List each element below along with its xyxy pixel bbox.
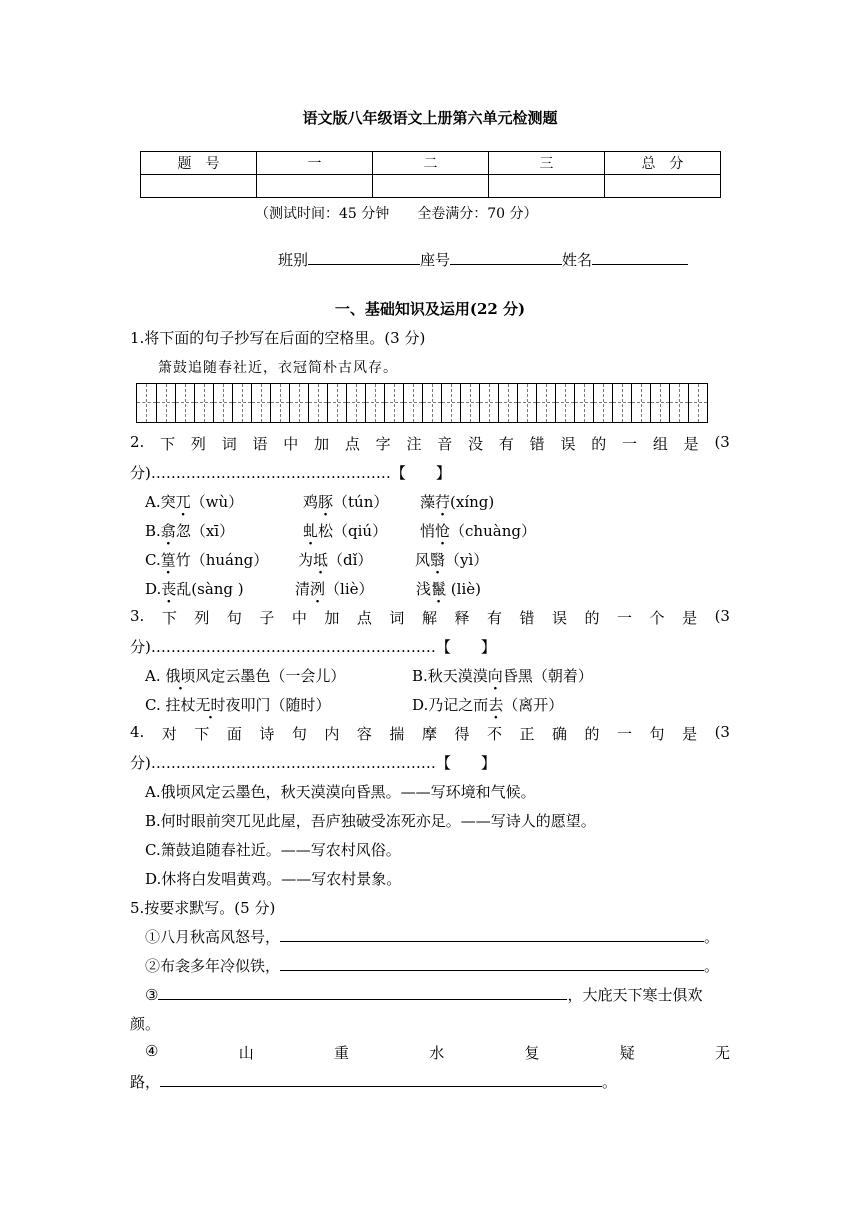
stem-char: 有 — [486, 609, 502, 627]
grid-cell[interactable] — [669, 384, 688, 422]
stem-char: 列 — [194, 609, 210, 627]
q5-item-2 — [145, 955, 719, 976]
stem-char: 下 — [160, 435, 176, 453]
score-table — [140, 151, 721, 198]
stem-char: 得 — [454, 725, 470, 743]
q5-item-4-end: 。 — [602, 1073, 618, 1091]
grid-cell[interactable] — [536, 384, 555, 422]
section-heading: 一、基础知识及运用(22 分) — [334, 300, 526, 318]
grid-cell[interactable] — [479, 384, 498, 422]
q4-option-a: A.俄顷风定云墨色，秋天漠漠向昏黑。——写环境和气候。 — [145, 783, 536, 801]
q5-item-4-line2 — [130, 1071, 617, 1092]
score-blank-cell[interactable] — [488, 175, 604, 198]
stem-char: 错 — [529, 435, 545, 453]
stem-char: 揣 — [389, 725, 405, 743]
q5-item-2-text: ②布衾多年冷似铁， — [145, 957, 281, 975]
stem-char: 容 — [356, 725, 372, 743]
q5-item-3-blank[interactable] — [158, 984, 567, 1000]
stem-char: 面 — [226, 725, 242, 743]
stem-char: 释 — [454, 609, 470, 627]
stem-char: 诗 — [259, 725, 275, 743]
stem-char: 错 — [519, 609, 535, 627]
stem-char: 正 — [519, 725, 535, 743]
q2-option-b-1: B.翕忽（xī） — [145, 522, 235, 540]
q2-option-d-3: 浅鬣 (liè) — [416, 580, 481, 598]
stem-char: 中 — [283, 435, 299, 453]
stem-char: 对 — [161, 725, 177, 743]
q3-option-c: C. 拄杖无时夜叩门（随时） — [145, 696, 331, 714]
stem-char: 复 — [524, 1044, 540, 1062]
q5-item-3-end: ，大庇天下寒士俱欢 — [567, 986, 703, 1004]
stem-char: 疑 — [619, 1044, 635, 1062]
q2-option-a-3: 藻荇(xíng) — [420, 493, 495, 511]
stem-char: 没 — [468, 435, 484, 453]
grid-cell[interactable] — [574, 384, 593, 422]
stem-char: 下 — [161, 609, 177, 627]
score-table-header-row — [141, 152, 721, 175]
stem-char: 水 — [429, 1044, 445, 1062]
stem-char: (3 — [714, 723, 730, 741]
grid-cell[interactable] — [346, 384, 365, 422]
stem-char: 点 — [344, 435, 360, 453]
q5-item-3-cont: 颜。 — [130, 1015, 161, 1033]
q3-stem-line2: 分)…………………………………………………【 】 — [130, 638, 496, 656]
stem-char: 下 — [194, 725, 210, 743]
stem-char: 个 — [649, 609, 665, 627]
q2-option-d-1: D.丧乱(sàng ) — [145, 580, 244, 598]
stem-char: 句 — [649, 725, 665, 743]
grid-cell[interactable] — [156, 384, 175, 422]
stem-char: 是 — [682, 725, 698, 743]
stem-char: (3 — [714, 433, 730, 451]
q5-item-1-blank[interactable] — [280, 926, 704, 942]
q3-option-d: D.乃记之而去（离开） — [412, 696, 564, 714]
q2-option-b-2: 虬松（qiú） — [303, 522, 388, 540]
q4-option-c: C.箫鼓追随春社近。——写农村风俗。 — [145, 841, 401, 859]
grid-cell[interactable] — [441, 384, 460, 422]
q1-sentence: 箫鼓追随春社近，衣冠简朴古风存。 — [158, 360, 398, 376]
grid-cell[interactable] — [384, 384, 403, 422]
score-header-cell: 一 — [257, 152, 373, 175]
stem-char: 字 — [375, 435, 391, 453]
grid-cell[interactable] — [555, 384, 574, 422]
q5-item-2-end: 。 — [704, 957, 720, 975]
stem-char: 注 — [406, 435, 422, 453]
q2-stem-line2: 分)…………………………………………【 】 — [130, 464, 451, 482]
stem-char: 的 — [584, 609, 600, 627]
q4-option-d: D.休将白发唱黄鸡。——写农村景象。 — [145, 870, 402, 888]
q5-stem: 5.按要求默写。(5 分) — [130, 899, 276, 917]
q5-item-1-text: ①八月秋高风怒号， — [145, 928, 281, 946]
stem-char: 内 — [324, 725, 340, 743]
stem-char: 2. — [130, 433, 145, 451]
q2-option-d-2: 清洌（liè） — [295, 580, 374, 598]
stem-char: 加 — [314, 435, 330, 453]
student-fields — [278, 248, 688, 270]
stem-char: 不 — [486, 725, 502, 743]
seat-blank[interactable] — [450, 248, 562, 265]
stem-char: 误 — [552, 609, 568, 627]
score-blank-cell[interactable] — [257, 175, 373, 198]
q2-stem-line1 — [130, 433, 730, 454]
stem-char: 摩 — [421, 725, 437, 743]
grid-cell[interactable] — [213, 384, 232, 422]
score-header-cell: 题 号 — [141, 152, 257, 175]
grid-cell[interactable] — [365, 384, 384, 422]
grid-cell[interactable] — [289, 384, 308, 422]
q2-option-a-2: 鸡豚（tún） — [303, 493, 389, 511]
stem-char: 4. — [130, 723, 145, 741]
grid-cell[interactable] — [460, 384, 479, 422]
stem-char: 句 — [291, 725, 307, 743]
score-blank-cell[interactable] — [604, 175, 720, 198]
score-table-blank-row — [141, 175, 721, 198]
grid-cell[interactable] — [175, 384, 194, 422]
stem-char: 确 — [552, 725, 568, 743]
q4-stem-line2: 分)…………………………………………………【 】 — [130, 754, 496, 772]
stem-char: 词 — [389, 609, 405, 627]
stem-char: 点 — [356, 609, 372, 627]
grid-cell[interactable] — [194, 384, 213, 422]
stem-char: 误 — [560, 435, 576, 453]
q2-option-c-3: 风翳（yì） — [415, 551, 489, 569]
grid-cell[interactable] — [270, 384, 289, 422]
q5-item-1-end: 。 — [704, 928, 720, 946]
grid-cell[interactable] — [422, 384, 441, 422]
score-blank-cell[interactable] — [373, 175, 489, 198]
stem-char: 是 — [682, 609, 698, 627]
stem-char: 解 — [421, 609, 437, 627]
score-blank-cell[interactable] — [141, 175, 257, 198]
stem-char: 无 — [714, 1044, 730, 1062]
q4-option-b: B.何时眼前突兀见此屋，吾庐独破受冻死亦足。——写诗人的愿望。 — [145, 812, 596, 830]
exam-info: （测试时间：45 分钟 全卷满分：70 分） — [255, 206, 538, 222]
stem-char: 重 — [333, 1044, 349, 1062]
q2-option-a-1: A.突兀（wù） — [145, 493, 244, 511]
stem-char: 加 — [324, 609, 340, 627]
q5-item-1 — [145, 926, 719, 947]
stem-char: (3 — [714, 607, 730, 625]
q5-item-3-text: ③ — [145, 986, 159, 1004]
seat-label: 座号 — [420, 251, 451, 269]
grid-cell[interactable] — [232, 384, 251, 422]
grid-cell[interactable] — [403, 384, 422, 422]
q5-item-2-blank[interactable] — [280, 955, 704, 971]
q5-item-3 — [145, 984, 702, 1005]
stem-char: 中 — [291, 609, 307, 627]
stem-char: 一 — [617, 725, 633, 743]
stem-char: 有 — [498, 435, 514, 453]
score-header-cell: 总 分 — [604, 152, 720, 175]
stem-char: 的 — [591, 435, 607, 453]
stem-char: 句 — [226, 609, 242, 627]
q3-option-a: A. 俄顷风定云墨色（一会儿） — [145, 667, 346, 685]
grid-cell[interactable] — [517, 384, 536, 422]
score-header-cell: 三 — [488, 152, 604, 175]
stem-char: 词 — [221, 435, 237, 453]
class-label: 班别 — [278, 251, 309, 269]
grid-cell[interactable] — [612, 384, 631, 422]
grid-cell[interactable] — [688, 384, 707, 422]
grid-cell[interactable] — [137, 384, 156, 422]
q5-item-4-text: 路， — [130, 1073, 161, 1091]
grid-cell[interactable] — [327, 384, 346, 422]
q4-stem-line1 — [130, 723, 730, 744]
q2-option-c-2: 为坻（dǐ） — [298, 551, 373, 569]
score-header-cell: 二 — [373, 152, 489, 175]
stem-char: 语 — [252, 435, 268, 453]
grid-cell[interactable] — [593, 384, 612, 422]
grid-cell[interactable] — [308, 384, 327, 422]
grid-cell[interactable] — [251, 384, 270, 422]
stem-char: 一 — [622, 435, 638, 453]
stem-char: ④ — [145, 1042, 159, 1060]
stem-char: 列 — [190, 435, 206, 453]
stem-char: 组 — [652, 435, 668, 453]
stem-char: 一 — [617, 609, 633, 627]
q5-item-4-line1 — [145, 1042, 730, 1063]
stem-char: 的 — [584, 725, 600, 743]
grid-cell[interactable] — [498, 384, 517, 422]
q2-option-b-3: 悄怆（chuàng） — [420, 522, 536, 540]
name-label: 姓名 — [562, 251, 593, 269]
stem-char: 是 — [683, 435, 699, 453]
grid-cell[interactable] — [631, 384, 650, 422]
grid-cell[interactable] — [650, 384, 669, 422]
q2-option-c-1: C.篁竹（huáng） — [145, 551, 269, 569]
stem-char: 子 — [259, 609, 275, 627]
stem-char: 3. — [130, 607, 145, 625]
q3-stem-line1 — [130, 607, 730, 628]
page-title: 语文版八年级语文上册第六单元检测题 — [302, 109, 558, 127]
writing-grid[interactable] — [136, 383, 708, 423]
q1-stem: 1.将下面的句子抄写在后面的空格里。(3 分) — [130, 329, 426, 347]
class-blank[interactable] — [308, 248, 420, 265]
q3-option-b: B.秋天漠漠向昏黑（朝着） — [412, 667, 593, 685]
q5-item-4-blank[interactable] — [160, 1071, 602, 1087]
stem-char: 音 — [437, 435, 453, 453]
name-blank[interactable] — [592, 248, 688, 265]
stem-char: 山 — [238, 1044, 254, 1062]
